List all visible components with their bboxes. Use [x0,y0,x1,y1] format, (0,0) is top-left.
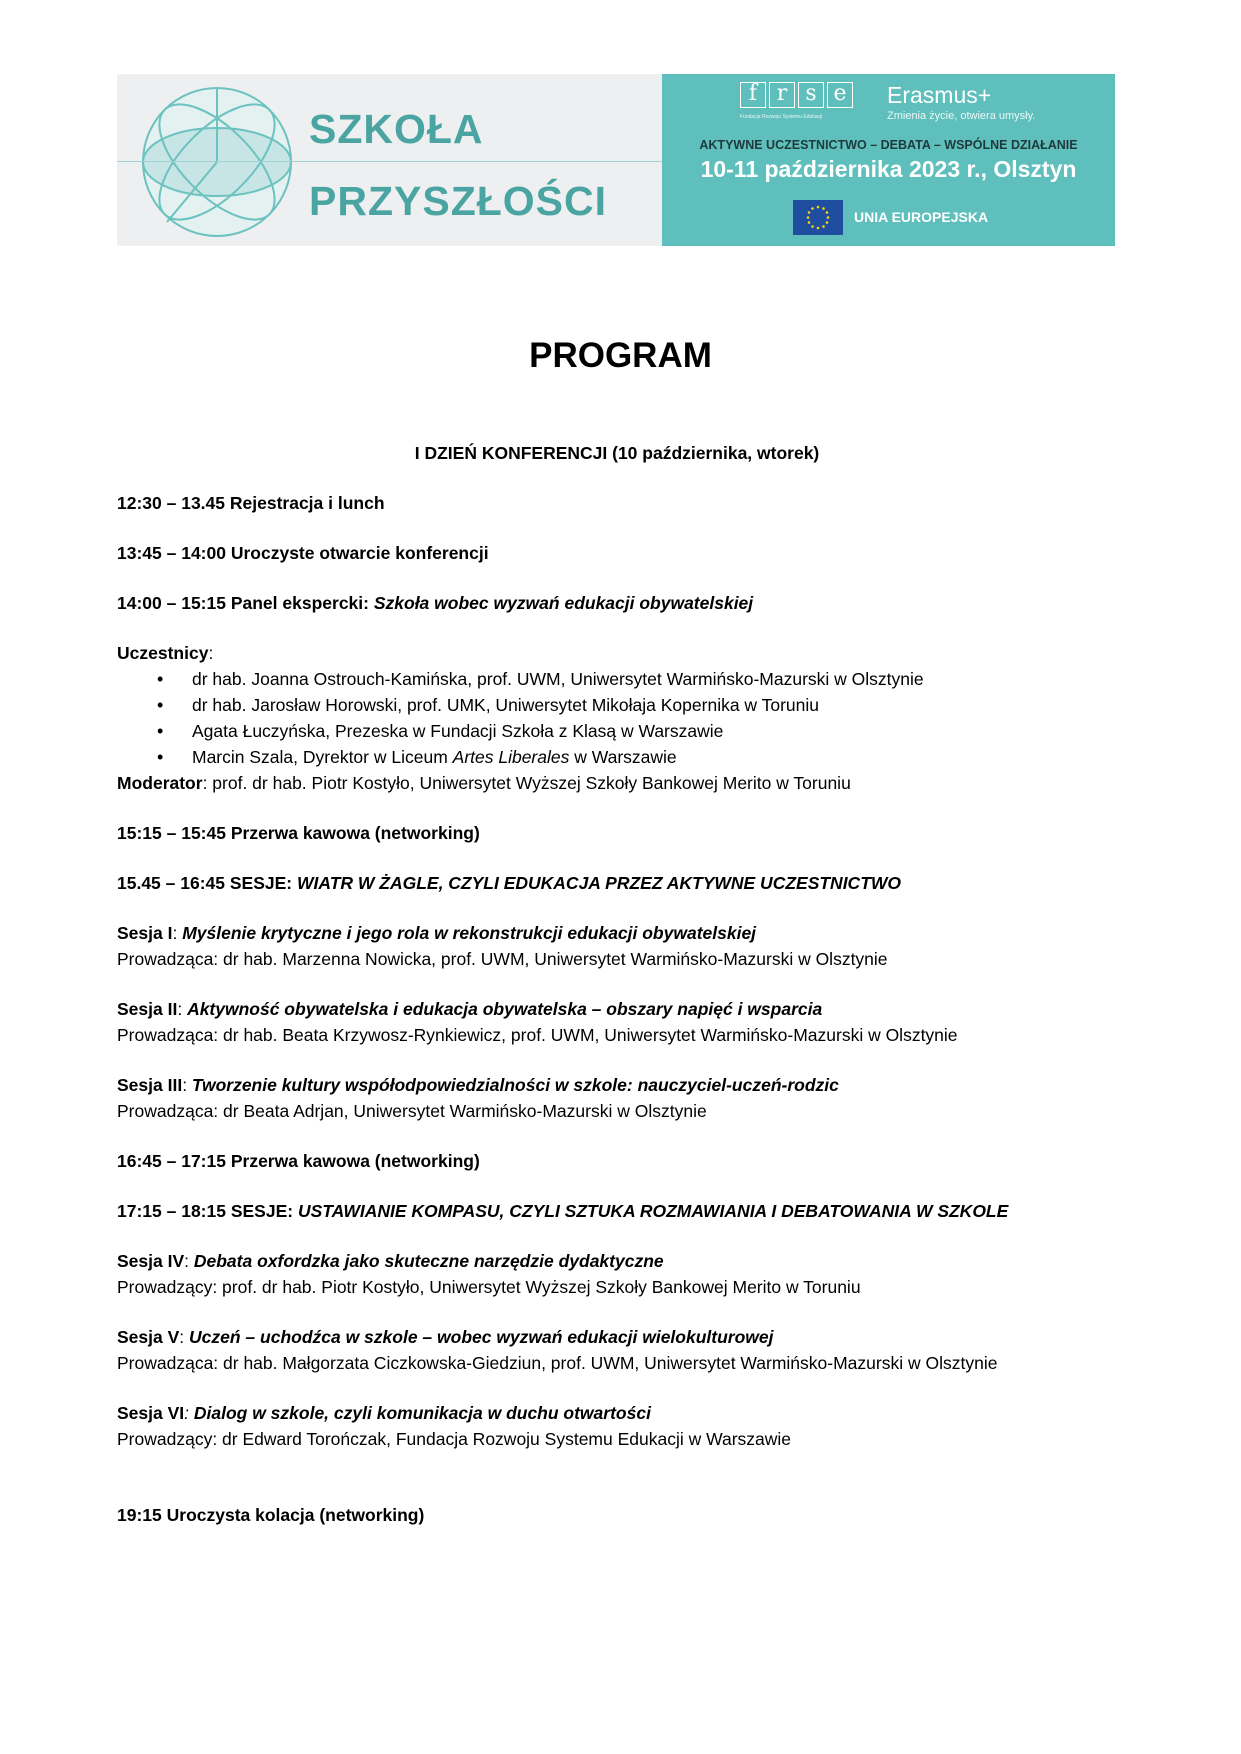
frse-subtitle: Fundacja Rozwoju Systemu Edukacji [740,114,823,120]
header-banner [117,74,1115,246]
participant-item [117,744,1117,770]
frse-letter: f [740,82,766,108]
globe-logo-icon [137,82,297,242]
session-block: Sesja III: Tworzenie kultury współodpowiedzialności w szkole: nauczyciel-uczeń-rodzic Prowadząca: dr Beata Adrjan, Uniwersytet Warmińsko-Mazurski w Olsztynie [117,1072,1117,1124]
agenda-break-2: 16:45 – 17:15 Przerwa kawowa (networking) [117,1151,480,1171]
session-block: Sesja IV: Debata oxfordzka jako skuteczne narzędzie dydaktyczne Prowadzący: prof. dr hab. Piotr Kostyło, Uniwersytet Wyższej Szkoły Bankowej Merito w Toruniu [117,1248,1117,1300]
session-block: Sesja V: Uczeń – uchodźca w szkole – wobec wyzwań edukacji wielokulturowej Prowadząca: dr hab. Małgorzata Ciczkowska-Giedziun, prof. UWM, Uniwersytet Warmińsko-Mazurski w Olsztynie [117,1324,1117,1376]
eu-flag-icon [793,200,843,235]
session-lead: Prowadząca: dr Beata Adrjan, Uniwersytet Warmińsko-Mazurski w Olsztynie [117,1101,707,1121]
sessions-time: 17:15 – 18:15 SESJE: [117,1201,298,1221]
agenda-panel [117,590,1117,616]
moderator-label: Moderator [117,773,203,793]
session-lead: Prowadząca: dr hab. Beata Krzywosz-Rynkiewicz, prof. UWM, Uniwersytet Warmińsko-Mazurski w Olsztynie [117,1025,958,1045]
moderator-name: prof. dr hab. Piotr Kostyło, Uniwersytet Wyższej Szkoły Bankowej Merito w Toruniu [212,773,851,793]
session-title: Uczeń – uchodźca w szkole – wobec wyzwań edukacji wielokulturowej [189,1327,774,1347]
session-title: Dialog w szkole, czyli komunikacja w duchu otwartości [193,1403,651,1423]
session-title: Myślenie krytyczne i jego rola w rekonstrukcji edukacji obywatelskiej [182,923,757,943]
agenda-dinner: 19:15 Uroczysta kolacja (networking) [117,1505,425,1525]
session-title: Debata oxfordzka jako skuteczne narzędzie dydaktyczne [193,1251,664,1271]
session-block: Sesja II: Aktywność obywatelska i edukacja obywatelska – obszary napięć i wsparcia Prowadząca: dr hab. Beata Krzywosz-Rynkiewicz, prof. UWM, Uniwersytet Warmińsko-Mazurski w Olsztynie [117,996,1117,1048]
panel-title: Szkoła wobec wyzwań edukacji obywatelskiej [373,593,754,613]
szkola-przyszlosci-logo [117,74,662,246]
logo-text-line1: SZKOŁA [309,106,484,152]
session-label: Sesja IV [117,1251,185,1271]
agenda-sessions-1 [117,870,1117,896]
agenda-sessions-2 [117,1198,1117,1224]
day-header: I DZIEŃ KONFERENCJI (10 października, wtorek) [414,443,820,463]
frse-letter: e [827,82,853,108]
sessions-title: WIATR W ŻAGLE, CZYLI EDUKACJA PRZEZ AKTYWNE UCZESTNICTWO [296,873,902,893]
session-lead: Prowadząca: dr hab. Małgorzata Ciczkowska-Giedziun, prof. UWM, Uniwersytet Warmińsko-Mazurski w Olsztynie [117,1353,998,1373]
session-label: Sesja III [117,1075,183,1095]
session-label: Sesja VI [117,1403,185,1423]
sessions-time: 15.45 – 16:45 SESJE: [117,873,297,893]
event-dates: 10-11 października 2023 r., Olsztyn [700,156,1077,182]
erasmus-logo-text: Erasmus+ [887,82,992,108]
participant-text: Marcin Szala, Dyrektor w Liceum [192,747,453,767]
agenda-registration: 12:30 – 13.45 Rejestracja i lunch [117,493,385,513]
session-lead: Prowadząca: dr hab. Marzenna Nowicka, prof. UWM, Uniwersytet Warmińsko-Mazurski w Olsztynie [117,949,888,969]
participant-text: w Warszawie [569,747,677,767]
frse-letter: s [798,82,824,108]
event-info-panel [662,74,1115,246]
panel-time: 14:00 – 15:15 Panel ekspercki: [117,593,374,613]
agenda-opening: 13:45 – 14:00 Uroczyste otwarcie konferencji [117,543,489,563]
page-title: PROGRAM [529,336,712,375]
sessions-title: USTAWIANIE KOMPASU, CZYLI SZTUKA ROZMAWIANIA I DEBATOWANIA W SZKOLE [297,1201,1009,1221]
school-name: Artes Liberales [452,747,570,767]
agenda-break-1: 15:15 – 15:45 Przerwa kawowa (networking) [117,823,480,843]
participant-item: • Agata Łuczyńska, Prezeska w Fundacji Szkoła z Klasą w Warszawie [117,718,1117,744]
moderator-line: Moderator: prof. dr hab. Piotr Kostyło, Uniwersytet Wyższej Szkoły Bankowej Merito w Toruniu [117,773,851,793]
erasmus-slogan: Zmienia życie, otwiera umysły. [887,110,1036,122]
participants-heading: Uczestnicy: [117,643,214,663]
session-label: Sesja II [117,999,178,1019]
participants-list [117,666,1117,770]
event-tagline: AKTYWNE UCZESTNICTWO – DEBATA – WSPÓLNE DZIAŁANIE [699,138,1078,152]
session-lead: Prowadzący: dr Edward Torończak, Fundacja Rozwoju Systemu Edukacji w Warszawie [117,1429,792,1449]
session-title: Aktywność obywatelska i edukacja obywatelska – obszary napięć i wsparcia [187,999,823,1019]
eu-label: UNIA EUROPEJSKA [854,209,989,225]
participant-item: • dr hab. Joanna Ostrouch-Kamińska, prof. UWM, Uniwersytet Warmińsko-Mazurski w Olsztynie [117,666,1117,692]
session-block: Sesja I: Myślenie krytyczne i jego rola w rekonstrukcji edukacji obywatelskiej Prowadząca: dr hab. Marzenna Nowicka, prof. UWM, Uniwersytet Warmińsko-Mazurski w Olsztynie [117,920,1117,972]
frse-logo [740,82,853,108]
program-body [117,440,1117,1528]
frse-letter: r [769,82,795,108]
session-block: Sesja VI: Dialog w szkole, czyli komunikacja w duchu otwartości Prowadzący: dr Edward Torończak, Fundacja Rozwoju Systemu Edukacji w Warszawie [117,1400,1117,1452]
participants-label: Uczestnicy [117,643,209,663]
session-lead: Prowadzący: prof. dr hab. Piotr Kostyło, Uniwersytet Wyższej Szkoły Bankowej Merito w Toruniu [117,1277,861,1297]
participant-item: • dr hab. Jarosław Horowski, prof. UMK, Uniwersytet Mikołaja Kopernika w Toruniu [117,692,1117,718]
session-label: Sesja I [117,923,173,943]
logo-divider [117,161,662,162]
logo-text-line2: PRZYSZŁOŚCI [309,178,608,224]
session-title: Tworzenie kultury współodpowiedzialności w szkole: nauczyciel-uczeń-rodzic [191,1075,839,1095]
session-label: Sesja V [117,1327,180,1347]
